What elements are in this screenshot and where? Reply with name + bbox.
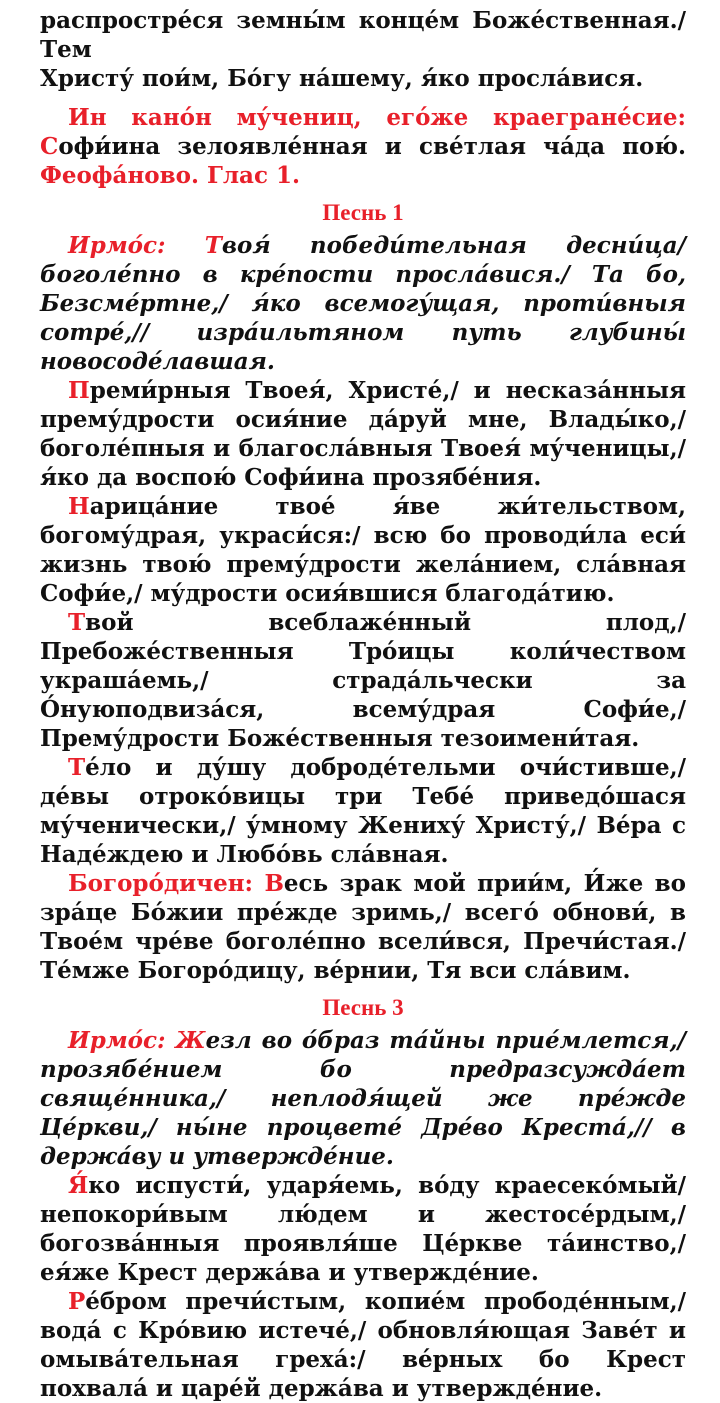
ode-1-troparion-3	[40, 608, 686, 753]
continuation-line-2: Христу́ пои́м, Бо́гу на́шему, я́ко просла́вися.	[40, 65, 644, 92]
troparion-text: реми́рныя Твоея́, Христе́,/ и несказа́нныя прему́дрости осия́ние да́руй мне, Влады́ко,/ боголе́пныя и благосла́вныя Твоея́ му́ченицы,/ я́ко да воспою́ Софи́ина прозябе́ния.	[40, 377, 686, 491]
ode-3-irmos-text: езл во о́браз та́йны прие́млется,/ прозябе́нием бо предразсужда́ет свяще́нника,/ неплодя́щей же пре́жде Це́ркви,/ ны́не процвете́ Дре́во Креста́,// в держа́ву и утвержде́ние.	[40, 1027, 686, 1170]
troparion-text: е́ло и ду́шу доброде́тельми очи́стивше,/ де́вы отроко́вицы три Тебе́ приведо́шася му́ченически,/ у́мному Жениху́ Христу́,/ Ве́ра с Наде́ждею и Любо́вь сла́вная.	[40, 754, 686, 868]
spacer	[40, 93, 686, 103]
ode-3-troparion-2	[40, 1287, 686, 1403]
continuation-text	[40, 6, 686, 93]
ode-3-heading: Песнь 3	[322, 995, 404, 1020]
ode-1-heading: Песнь 1	[322, 200, 404, 225]
drop-initial: П	[68, 377, 90, 404]
ode-1-troparion-1	[40, 376, 686, 492]
drop-initial: Р	[68, 1288, 86, 1315]
canon-intro	[40, 103, 686, 190]
ode-1-irmos-label: Ирмо́с: Т	[68, 232, 222, 259]
canon-acrostic: офи́ина зелоявле́нная и све́тлая ча́да пою́.	[58, 133, 686, 160]
troparion-text: ко испусти́, ударя́емь, во́ду краесеко́мый/ непокори́вым лю́дем и жестосе́рдым,/ богозва́нныя проявля́ше Це́ркве та́инство,/ ея́же Крест держа́ва и утвержде́ние.	[40, 1172, 686, 1286]
drop-initial: Т	[68, 754, 86, 781]
ode-3-irmos-label: Ирмо́с: Ж	[68, 1027, 206, 1054]
continuation-line-1: распростре́ся земны́м конце́м Боже́ственная./ Тем	[40, 7, 686, 63]
ode-3-irmos	[40, 1026, 686, 1171]
drop-initial: Я́	[68, 1172, 89, 1199]
canon-intro-lead: Ин кано́н му́чениц, его́же краегране́сие: С	[40, 104, 686, 160]
troparion-text: арица́ние твое́ я́ве жи́тельством, богому́драя, украси́ся:/ всю бо проводи́ла еси́ жизнь твою́ прему́дрости жела́нием, сла́вная Софи́е,/ му́дрости осия́вшися благода́тию.	[40, 493, 686, 607]
ode-1-irmos	[40, 231, 686, 376]
ode-3-troparion-1	[40, 1171, 686, 1287]
troparion-text: вой всеблаже́нный плод,/ Пребоже́ственныя Тро́ицы коли́чеством украша́емь,/ страда́льчески за О́нуюподвиза́ся, всему́драя Софи́е,/ Прему́дрости Боже́ственныя тезоимени́тая.	[40, 609, 686, 752]
theotokion-label: Богоро́дичен: В	[68, 870, 284, 897]
theotokion-text: есь зрак мой прии́м, И́же во зра́це Бо́жии пре́жде зримь,/ всего́ обнови́, в Твое́м чре́ве боголе́пно всели́вся, Пречи́стая./ Те́мже Богоро́дицу, ве́рнии, Тя вси сла́вим.	[40, 870, 686, 984]
ode-1-troparion-4	[40, 753, 686, 869]
troparion-text: е́бром пречи́стым, копие́м прободе́нным,/ вода́ с Кро́вию истече́,/ обновля́ющая Заве́т и омыва́тельная греха́:/ ве́рных бо Крест похвала́ и царе́й держа́ва и утвержде́ние.	[40, 1288, 686, 1402]
ode-1-theotokion	[40, 869, 686, 985]
ode-1-irmos-text: воя́ победи́тельная десни́ца/ боголе́пно в кре́пости просла́вися./ Та бо, Безсме́ртне,/ я́ко всемогу́щая, проти́вныя сотре́,// изра́ильтяном путь глубины́ новосоде́лавшая.	[40, 232, 687, 375]
canon-author-tone: Феофа́ново. Глас 1.	[40, 162, 300, 189]
drop-initial: Н	[68, 493, 90, 520]
ode-1-troparion-2	[40, 492, 686, 608]
drop-initial: Т	[68, 609, 86, 636]
